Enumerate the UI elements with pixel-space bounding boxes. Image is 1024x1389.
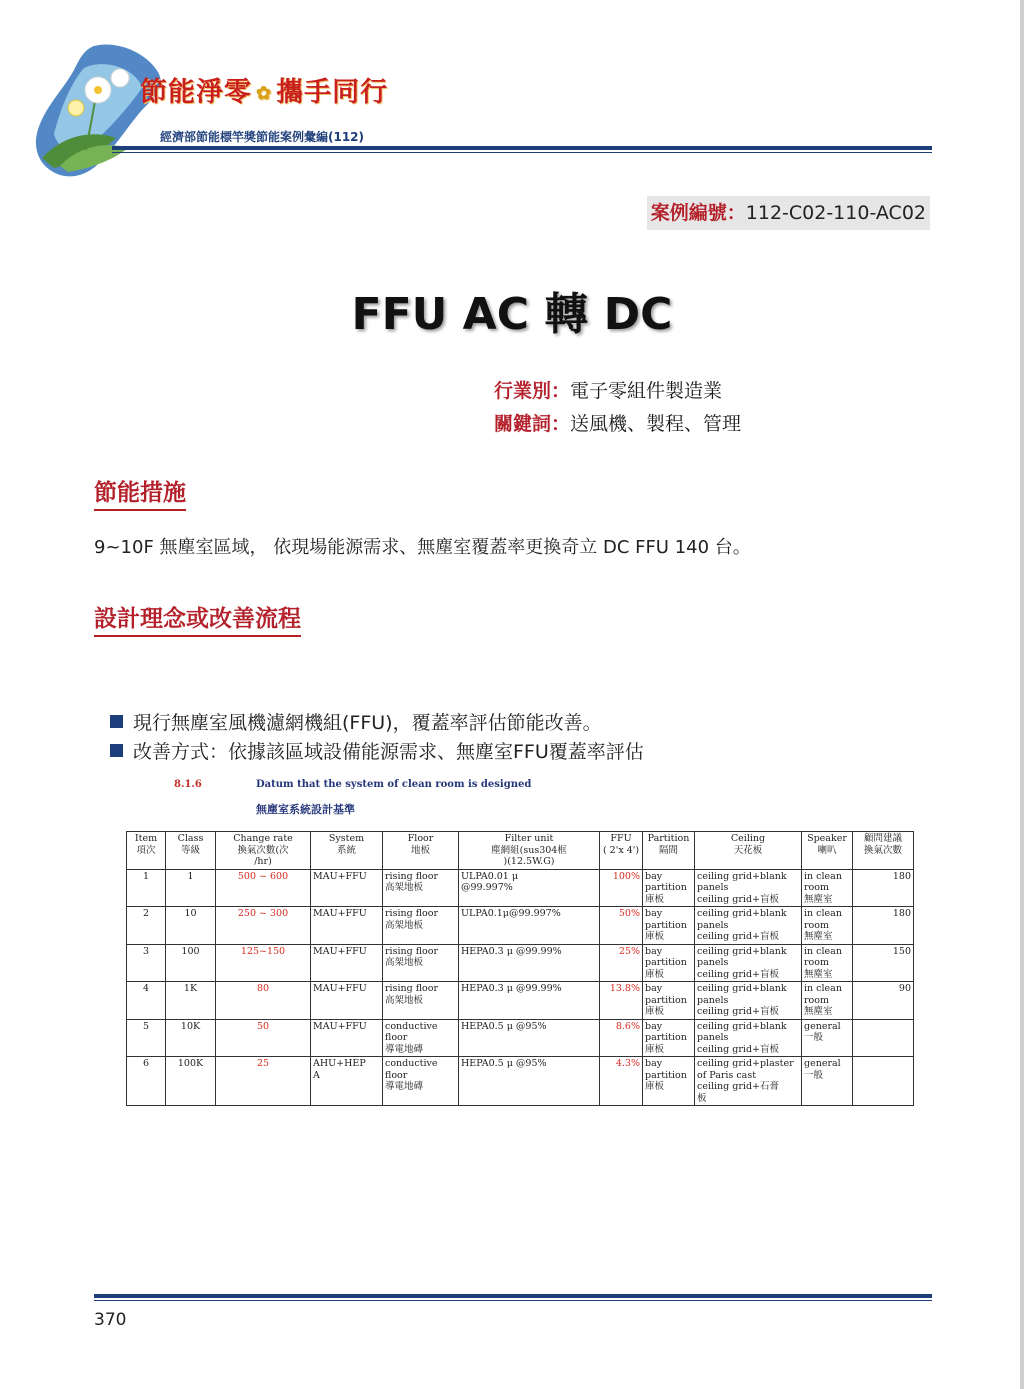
cell-class: 100	[166, 944, 216, 982]
taiwan-dandelion-logo	[24, 38, 174, 183]
footer-rule	[94, 1294, 932, 1298]
col-header-floor: Floor 地板	[383, 832, 459, 870]
cell-filter-unit: ULPA0.01 μ @99.997%	[459, 869, 600, 907]
cell-ceiling: ceiling grid+blank panels ceiling grid+盲板	[695, 869, 802, 907]
keywords-label: 關鍵詞：	[494, 413, 571, 435]
cell-floor: rising floor 高架地板	[383, 944, 459, 982]
cell-system: MAU+FFU	[311, 982, 383, 1020]
cell-change-rate: 125~150	[216, 944, 311, 982]
cell-ceiling: ceiling grid+blank panels ceiling grid+盲板	[695, 982, 802, 1020]
case-number	[647, 196, 930, 230]
cell-change-rate: 25	[216, 1057, 311, 1106]
cell-system: AHU+HEP A	[311, 1057, 383, 1106]
table-header-row	[127, 832, 914, 870]
table-title-zh: 無塵室系統設計基準	[256, 803, 355, 816]
cell-speaker: in clean room 無塵室	[802, 982, 853, 1020]
cell-partition: bay partition 庫板	[643, 907, 695, 945]
cell-partition: bay partition 庫板	[643, 1057, 695, 1106]
cell-consultant-rate: 150	[853, 944, 914, 982]
cell-floor: conductive floor 導電地磚	[383, 1057, 459, 1106]
cell-filter-unit: HEPA0.3 μ @99.99%	[459, 982, 600, 1020]
cell-ffu: 4.3%	[600, 1057, 643, 1106]
keywords-line	[494, 409, 741, 436]
header-rule-thin	[112, 152, 932, 153]
measures-text: 9~10F 無塵室區域， 依現場能源需求、無塵室覆蓋率更換奇立 DC FFU 140 台。	[94, 537, 751, 558]
table-row	[127, 982, 914, 1020]
cell-filter-unit: ULPA0.1μ@99.997%	[459, 907, 600, 945]
cell-class: 1	[166, 869, 216, 907]
cell-class: 10K	[166, 1019, 216, 1057]
cell-ffu: 25%	[600, 944, 643, 982]
case-number-label: 案例編號：	[650, 202, 746, 224]
square-bullet-icon	[110, 744, 123, 757]
header-rule	[112, 146, 932, 150]
cell-system: MAU+FFU	[311, 944, 383, 982]
cell-consultant-rate: 180	[853, 869, 914, 907]
cell-floor: rising floor 高架地板	[383, 982, 459, 1020]
industry-value: 電子零組件製造業	[570, 380, 723, 402]
cell-item: 4	[127, 982, 166, 1020]
table-row	[127, 1019, 914, 1057]
cell-speaker: in clean room 無塵室	[802, 907, 853, 945]
cell-speaker: in clean room 無塵室	[802, 869, 853, 907]
footer-rule-thin	[94, 1300, 932, 1301]
cell-class: 100K	[166, 1057, 216, 1106]
cell-consultant-rate	[853, 1057, 914, 1106]
cell-ffu: 100%	[600, 869, 643, 907]
col-header-ceiling: Ceiling 天花板	[695, 832, 802, 870]
table-row	[127, 869, 914, 907]
cell-item: 6	[127, 1057, 166, 1106]
col-header-consultant-rate: 顧問建議 換氣次數	[853, 832, 914, 870]
table-row	[127, 944, 914, 982]
bullet-text: 現行無塵室風機濾網機組(FFU)，覆蓋率評估節能改善。	[133, 712, 602, 734]
cell-item: 2	[127, 907, 166, 945]
col-header-item: Item 項次	[127, 832, 166, 870]
cell-filter-unit: HEPA0.3 μ @99.99%	[459, 944, 600, 982]
cell-ceiling: ceiling grid+plaster of Paris cast ceiling grid+石膏 板	[695, 1057, 802, 1106]
cell-ffu: 50%	[600, 907, 643, 945]
cell-ceiling: ceiling grid+blank panels ceiling grid+盲板	[695, 1019, 802, 1057]
table-title-en: Datum that the system of clean room is designed	[256, 779, 532, 790]
table-row	[127, 907, 914, 945]
page-title: FFU AC 轉 DC	[351, 289, 673, 340]
cell-class: 1K	[166, 982, 216, 1020]
bullet-item	[110, 737, 644, 764]
clean-room-design-table	[126, 831, 914, 1106]
cell-system: MAU+FFU	[311, 869, 383, 907]
keywords-value: 送風機、製程、管理	[570, 413, 742, 435]
table-row	[127, 1057, 914, 1106]
cell-item: 1	[127, 869, 166, 907]
cell-ffu: 13.8%	[600, 982, 643, 1020]
cell-item: 3	[127, 944, 166, 982]
col-header-partition: Partition 隔間	[643, 832, 695, 870]
cell-ffu: 8.6%	[600, 1019, 643, 1057]
cell-speaker: in clean room 無塵室	[802, 944, 853, 982]
table-number: 8.1.6	[174, 779, 202, 790]
cell-consultant-rate: 90	[853, 982, 914, 1020]
cell-change-rate: 250 ~ 300	[216, 907, 311, 945]
page-edge-shadow	[1020, 0, 1024, 1389]
cell-class: 10	[166, 907, 216, 945]
col-header-system: System 系統	[311, 832, 383, 870]
cell-consultant-rate: 180	[853, 907, 914, 945]
table-body	[127, 869, 914, 1106]
slogan	[140, 70, 388, 109]
slogan-left: 節能淨零	[140, 77, 252, 108]
cell-partition: bay partition 庫板	[643, 869, 695, 907]
cell-change-rate: 500 ~ 600	[216, 869, 311, 907]
cell-speaker: general 一般	[802, 1019, 853, 1057]
cell-change-rate: 80	[216, 982, 311, 1020]
industry-label: 行業別：	[494, 380, 571, 402]
page-number: 370	[94, 1310, 127, 1330]
cell-item: 5	[127, 1019, 166, 1057]
col-header-filter-unit: Filter unit 塵網組(sus304框 )(12.5W.G)	[459, 832, 600, 870]
cell-partition: bay partition 庫板	[643, 1019, 695, 1057]
cell-partition: bay partition 庫板	[643, 982, 695, 1020]
cell-ceiling: ceiling grid+blank panels ceiling grid+盲板	[695, 944, 802, 982]
cell-system: MAU+FFU	[311, 1019, 383, 1057]
cell-consultant-rate	[853, 1019, 914, 1057]
cell-floor: rising floor 高架地板	[383, 869, 459, 907]
bullet-item	[110, 708, 602, 735]
section-heading-design: 設計理念或改善流程	[94, 600, 301, 637]
cell-speaker: general 一般	[802, 1057, 853, 1106]
cell-change-rate: 50	[216, 1019, 311, 1057]
bullet-text: 改善方式：依據該區域設備能源需求、無塵室FFU覆蓋率評估	[133, 741, 644, 763]
col-header-ffu: FFU ( 2'x 4')	[600, 832, 643, 870]
case-number-value: 112-C02-110-AC02	[745, 202, 926, 224]
section-heading-measures: 節能措施	[94, 474, 186, 511]
col-header-class: Class 等級	[166, 832, 216, 870]
cell-floor: rising floor 高架地板	[383, 907, 459, 945]
cell-system: MAU+FFU	[311, 907, 383, 945]
cell-filter-unit: HEPA0.5 μ @95%	[459, 1057, 600, 1106]
flower-separator-icon: ✿	[256, 83, 273, 104]
square-bullet-icon	[110, 715, 123, 728]
col-header-change-rate: Change rate 換氣次數(次 /hr)	[216, 832, 311, 870]
cell-filter-unit: HEPA0.5 μ @95%	[459, 1019, 600, 1057]
cell-ceiling: ceiling grid+blank panels ceiling grid+盲板	[695, 907, 802, 945]
slogan-right: 攜手同行	[276, 77, 389, 108]
cell-floor: conductive floor 導電地磚	[383, 1019, 459, 1057]
industry-line	[494, 376, 722, 403]
publication-subtitle: 經濟部節能標竿獎節能案例彙編(112)	[160, 130, 365, 144]
cell-partition: bay partition 庫板	[643, 944, 695, 982]
col-header-speaker: Speaker 喇叭	[802, 832, 853, 870]
